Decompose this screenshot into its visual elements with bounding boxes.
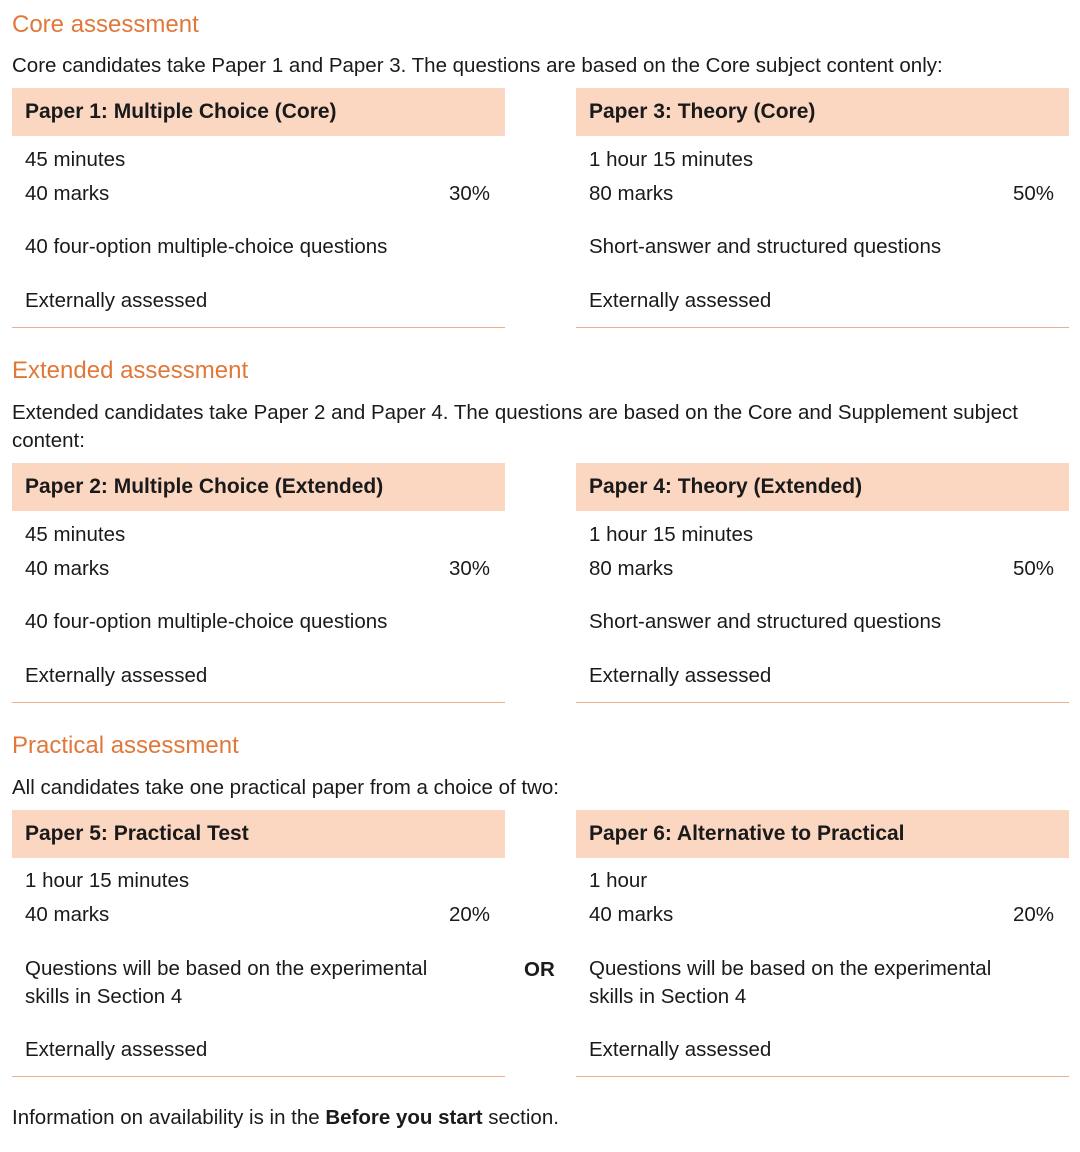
paper-5-title: Paper 5: Practical Test: [12, 810, 505, 858]
paper-4-duration: 1 hour 15 minutes: [589, 523, 754, 546]
paper-3-weighting: 50%: [1012, 182, 1054, 205]
paper-4-marks: 80 marks: [589, 557, 674, 580]
paper-1-weighting: 30%: [448, 182, 490, 205]
extended-assessment-intro: Extended candidates take Paper 2 and Paper 4. The questions are based on the Core and Supplement subject content:: [12, 401, 1018, 452]
paper-1-assessment: Externally assessed: [25, 289, 208, 312]
paper-6-duration: 1 hour: [589, 869, 648, 892]
paper-1-duration: 45 minutes: [25, 148, 126, 171]
paper-4-assessment: Externally assessed: [589, 664, 772, 687]
paper-6-assessment: Externally assessed: [589, 1038, 772, 1061]
paper-2-card: [12, 463, 505, 703]
paper-3-title: Paper 3: Theory (Core): [576, 88, 1069, 136]
paper-3-marks: 80 marks: [589, 182, 674, 205]
paper-4-weighting: 50%: [1012, 557, 1054, 580]
paper-5-assessment: Externally assessed: [25, 1038, 208, 1061]
paper-6-description-line-2: skills in Section 4: [589, 985, 747, 1008]
paper-1-title: Paper 1: Multiple Choice (Core): [12, 88, 505, 136]
before-you-start-reference: Before you start: [325, 1106, 483, 1129]
paper-3-duration: 1 hour 15 minutes: [589, 148, 754, 171]
paper-4-card: [576, 463, 1069, 703]
paper-2-marks: 40 marks: [25, 557, 110, 580]
paper-4-title: Paper 4: Theory (Extended): [576, 463, 1069, 511]
paper-1-marks: 40 marks: [25, 182, 110, 205]
paper-2-assessment: Externally assessed: [25, 664, 208, 687]
core-assessment-intro: Core candidates take Paper 1 and Paper 3. The questions are based on the Core subject content only:: [12, 54, 943, 77]
paper-6-card: [576, 810, 1069, 1077]
paper-6-marks: 40 marks: [589, 903, 674, 926]
paper-5-description-line-1: Questions will be based on the experimental: [25, 957, 428, 980]
paper-5-description-line-2: skills in Section 4: [25, 985, 183, 1008]
paper-2-title: Paper 2: Multiple Choice (Extended): [12, 463, 505, 511]
practical-assessment-intro: All candidates take one practical paper from a choice of two:: [12, 776, 559, 799]
paper-1-description: 40 four-option multiple-choice questions: [25, 235, 388, 258]
extended-assessment-heading: Extended assessment: [12, 357, 249, 384]
paper-5-marks: 40 marks: [25, 903, 110, 926]
paper-3-description: Short-answer and structured questions: [589, 235, 942, 258]
paper-3-assessment: Externally assessed: [589, 289, 772, 312]
paper-2-description: 40 four-option multiple-choice questions: [25, 610, 388, 633]
paper-6-title: Paper 6: Alternative to Practical: [576, 810, 1069, 858]
paper-6-weighting: 20%: [1012, 903, 1054, 926]
paper-6-description-line-1: Questions will be based on the experimental: [589, 957, 992, 980]
practical-assessment-heading: Practical assessment: [12, 732, 239, 759]
paper-2-weighting: 30%: [448, 557, 490, 580]
paper-4-description: Short-answer and structured questions: [589, 610, 942, 633]
availability-note: [12, 1104, 559, 1132]
paper-5-card: [12, 810, 505, 1077]
paper-2-duration: 45 minutes: [25, 523, 126, 546]
availability-note-text-before: Information on availability is in the: [12, 1106, 326, 1129]
paper-5-weighting: 20%: [448, 903, 490, 926]
core-assessment-heading: Core assessment: [12, 11, 199, 38]
paper-1-card: [12, 88, 505, 328]
or-separator: OR: [524, 958, 555, 981]
paper-5-duration: 1 hour 15 minutes: [25, 869, 190, 892]
availability-note-text-after: section.: [482, 1106, 559, 1129]
paper-3-card: [576, 88, 1069, 328]
